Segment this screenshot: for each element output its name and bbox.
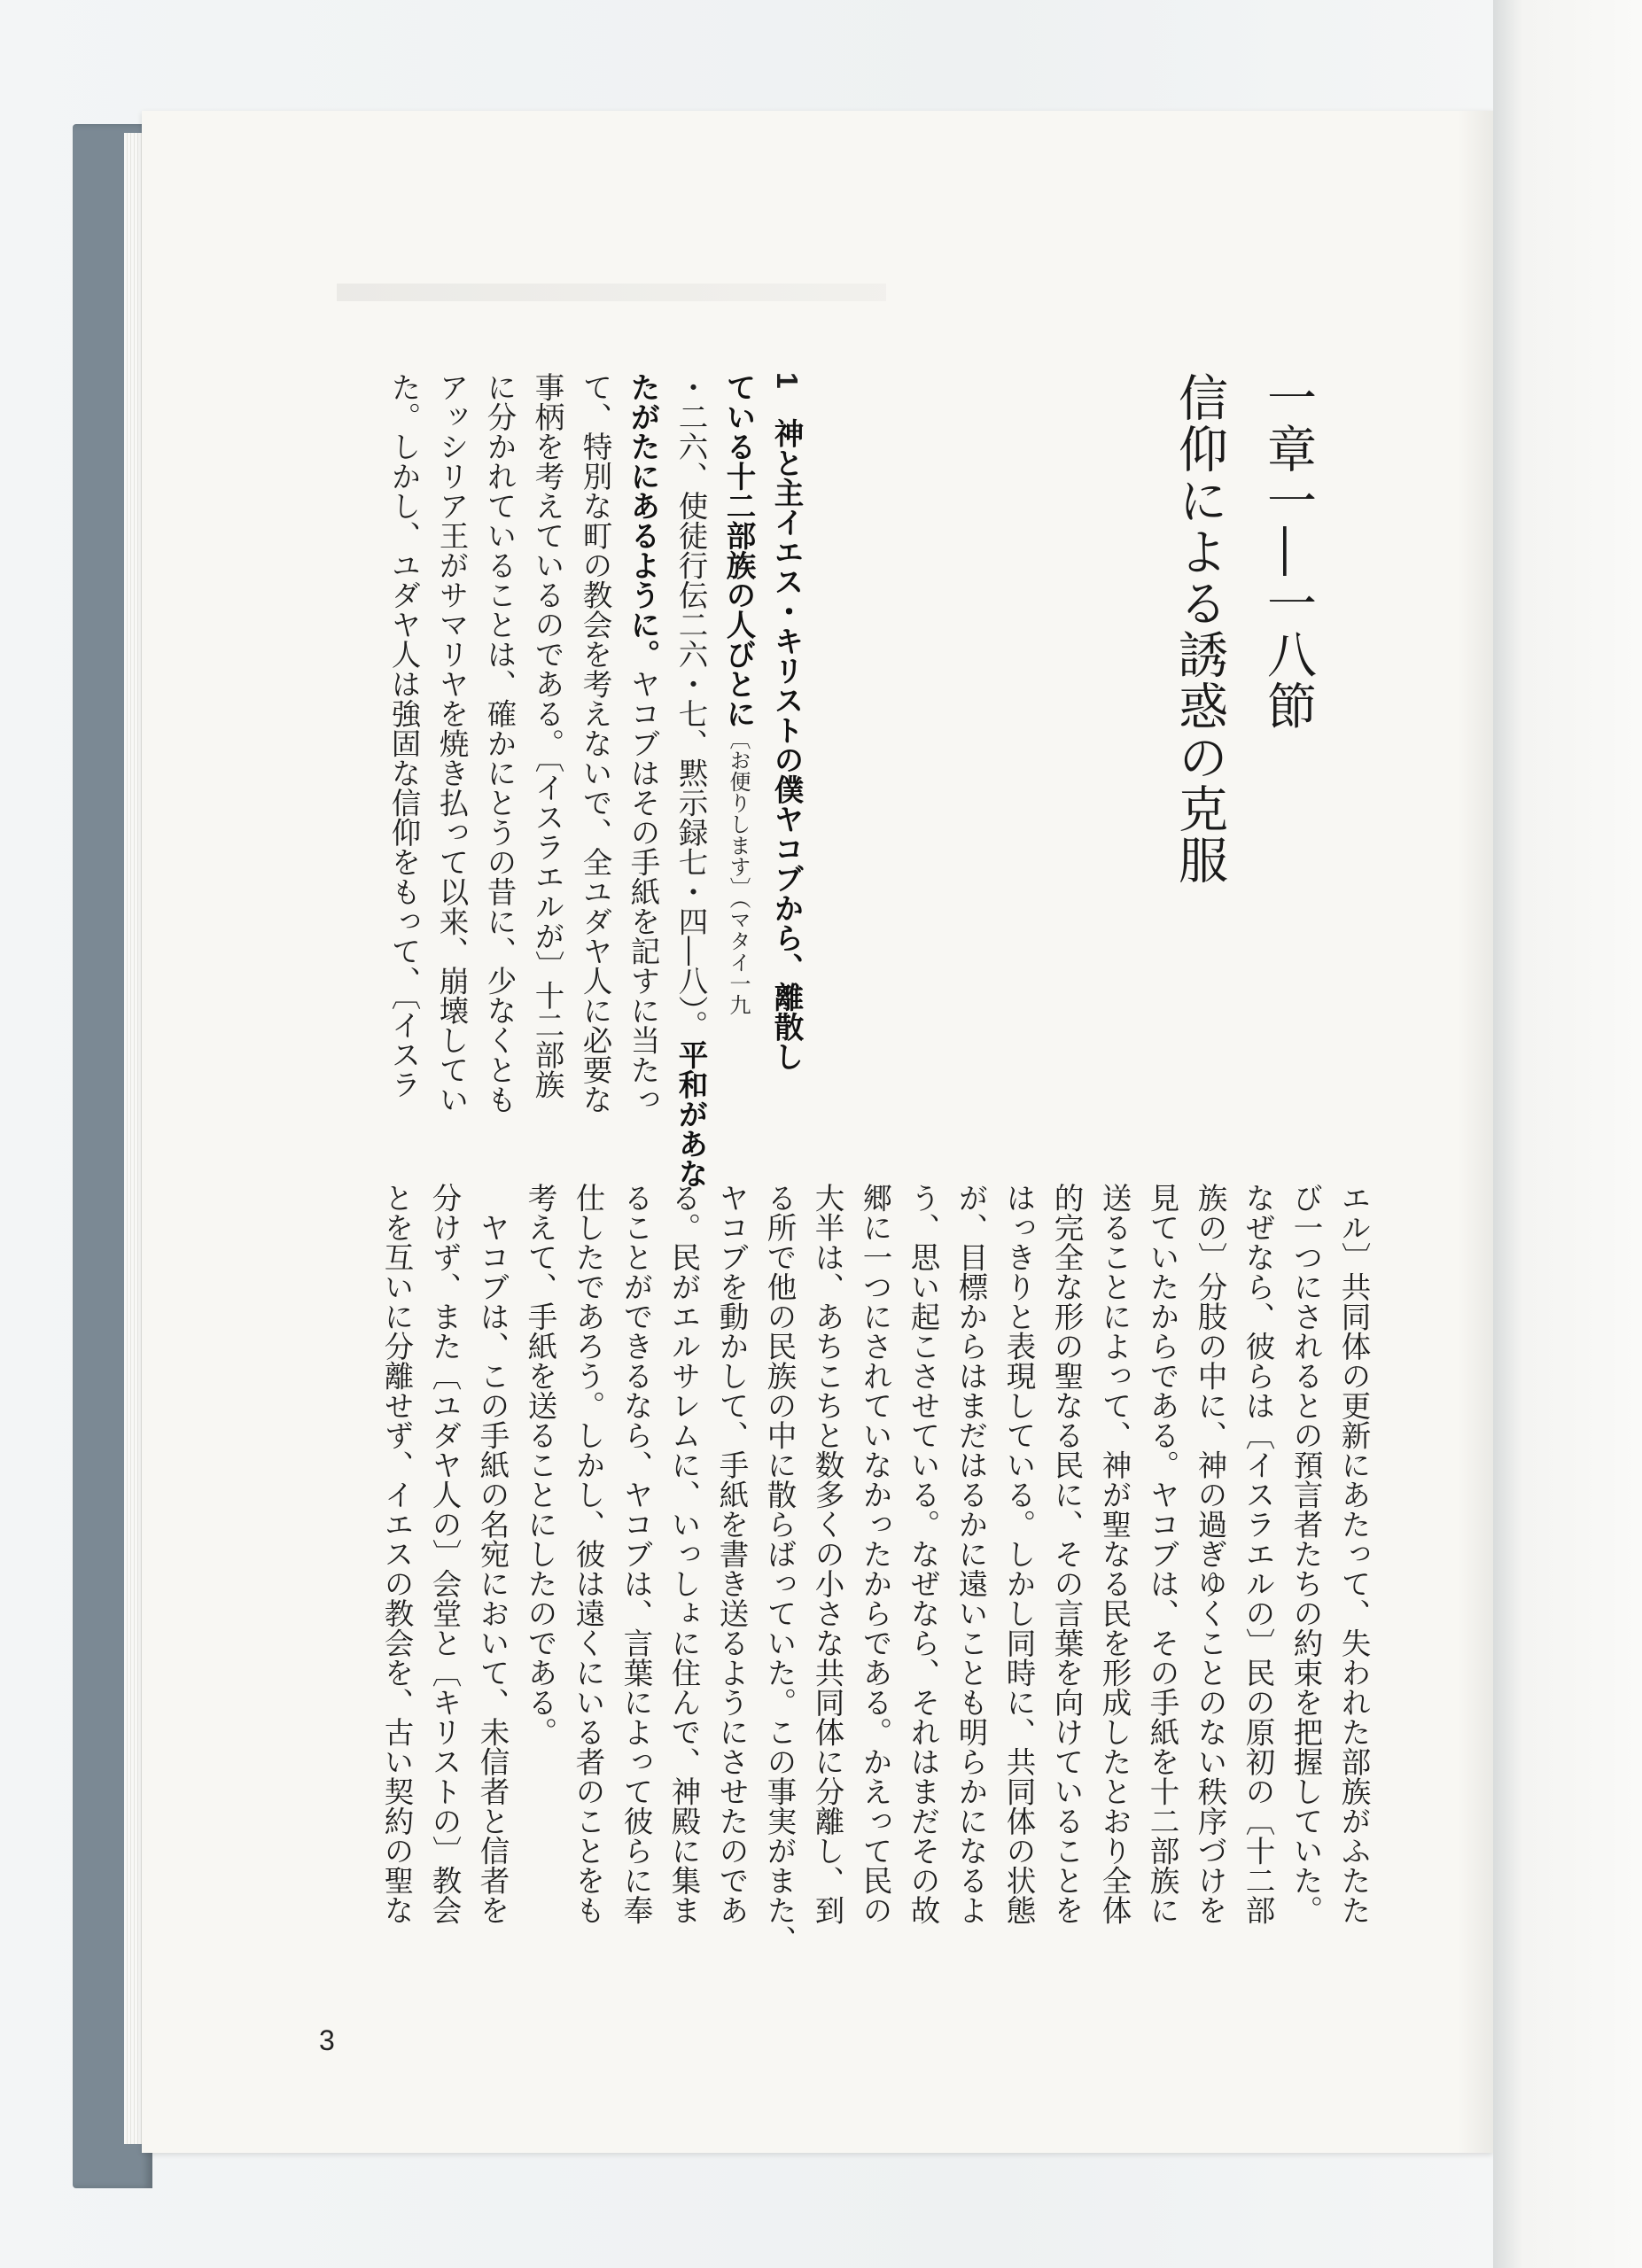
chapter-heading: 一章一―一八節 xyxy=(1259,372,1317,732)
text-line: ヤコブを動かして、手紙を書き送るようにさせたのであ xyxy=(714,1183,749,1925)
text-line: 見ていたからである。ヤコブは、その手紙を十二部族に xyxy=(1145,1183,1179,1925)
text-line: 送ることによって、神が聖なる民を形成したとおり全体 xyxy=(1097,1183,1132,1925)
text-line: ・二六、使徒行伝二六・七、黙示録七・四―八）。平和があな xyxy=(673,372,708,1189)
text-line: なぜなら、彼らは〔イスラエルの〕民の原初の〔十二部 xyxy=(1241,1183,1275,1925)
text-line: 事柄を考えているのである。〔イスラエルが〕十二部族 xyxy=(530,372,564,1099)
verse-number: 1 xyxy=(770,372,803,389)
text-line: たがたにあるように。ヤコブはその手紙を記すに当たっ xyxy=(626,372,660,1115)
text-line: とを互いに分離せず、イエスの教会を、古い契約の聖な xyxy=(379,1183,414,1925)
text-line: う、思い起こさせている。なぜなら、それはまだその故 xyxy=(906,1183,940,1925)
text-line: ることができるなら、ヤコブは、言葉によって彼らに奉 xyxy=(619,1183,653,1925)
show-through-text xyxy=(337,284,886,301)
text-line: が、目標からはまだはるかに遠いことも明らかになるよ xyxy=(953,1183,988,1925)
text-line: 1 神と主イエス・キリストの僕ヤコブから、離散し xyxy=(769,372,804,1072)
text-line: に分かれていることは、確かにとうの昔に、少なくとも xyxy=(482,372,517,1115)
text-line: 郷に一つにされていなかったからである。かえって民の xyxy=(858,1183,892,1925)
text-line: 考えて、手紙を送ることにしたのである。 xyxy=(523,1183,557,1747)
chapter-title: 信仰による誘惑の克服 xyxy=(1171,372,1228,886)
text-line: 大半は、あちこちと数多くの小さな共同体に分離し、到 xyxy=(810,1183,844,1925)
text-line: 分けず、また〔ユダヤ人の〕会堂と〔キリストの〕教会 xyxy=(427,1183,462,1925)
text-line: び一つにされるとの預言者たちの約束を把握していた。 xyxy=(1288,1183,1323,1925)
page-number: 3 xyxy=(319,2024,335,2056)
text-line: ヤコブは、この手紙の名宛において、未信者と信者を xyxy=(475,1183,510,1925)
text-line: 族の〕分肢の中に、神の過ぎゆくことのない秩序づけを xyxy=(1193,1183,1227,1925)
text-line: エル〕共同体の更新にあたって、失われた部族がふたた xyxy=(1336,1183,1371,1925)
text-line: アッシリア王がサマリヤを焼き払って以来、崩壊してい xyxy=(434,372,469,1115)
text-line: る所で他の民族の中に散らばっていた。この事実がまた、 xyxy=(762,1183,797,1954)
text-line: た。しかし、ユダヤ人は強固な信仰をもって、〔イスラ xyxy=(386,372,421,1099)
text-line: 仕したであろう。しかし、彼は遠くにいる者のことをも xyxy=(571,1183,605,1925)
text-line: はっきりと表現している。しかし同時に、共同体の状態 xyxy=(1001,1183,1036,1925)
text-line: る。民がエルサレムに、いっしょに住んで、神殿に集ま xyxy=(666,1183,701,1925)
text-line: 的完全な形の聖なる民に、その言葉を向けていることを xyxy=(1049,1183,1084,1925)
text-line: ている十二部族の人びとに〔お便りします〕（マタイ一九 xyxy=(721,372,756,1015)
right-page-strip xyxy=(1493,0,1642,2268)
text-line: て、特別な町の教会を考えないで、全ユダヤ人に必要な xyxy=(578,372,612,1115)
